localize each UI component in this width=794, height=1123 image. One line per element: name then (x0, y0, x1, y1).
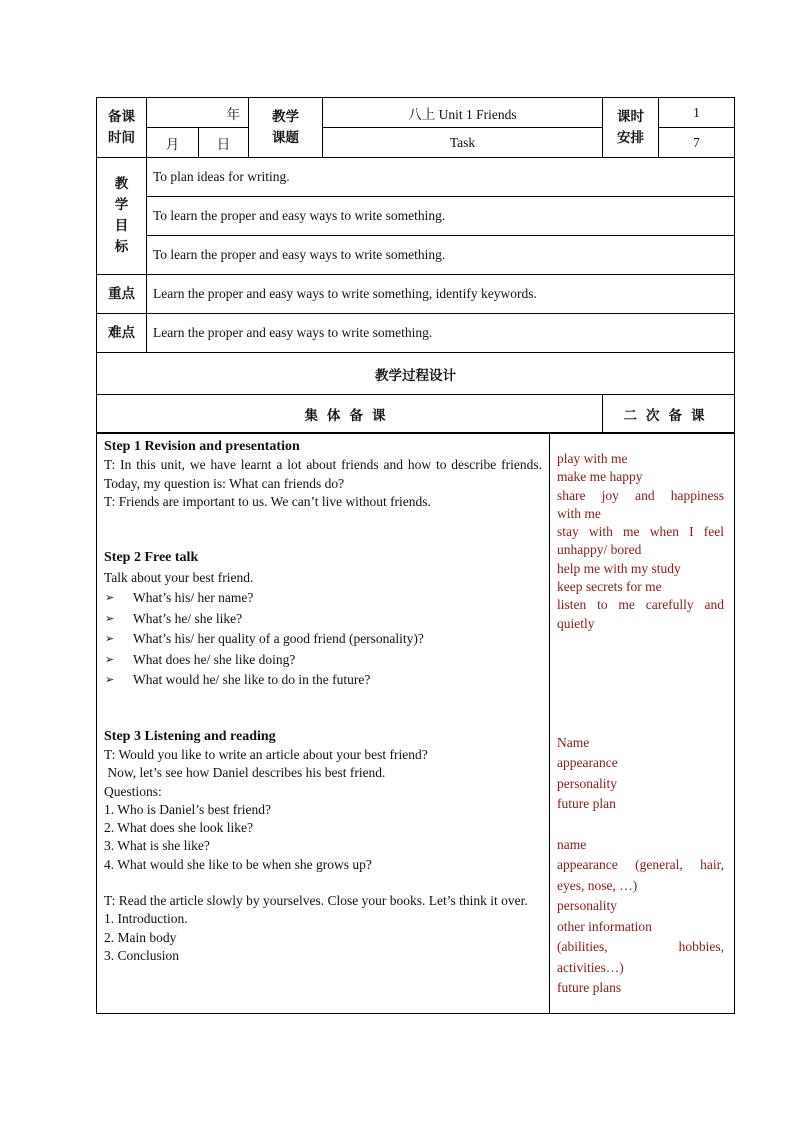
topic-label: 教学 课题 (249, 98, 323, 158)
list-item: ➢ What’s his/ her name? (104, 588, 542, 609)
month-cell: 月 (147, 128, 199, 158)
step3-line: T: Would you like to write an article about your best friend? (104, 746, 428, 762)
list-item: ➢ What’s he/ she like? (104, 609, 542, 630)
step3-line: Questions: (104, 783, 162, 799)
step3-line: Now, let’s see how Daniel describes his best friend. (104, 765, 386, 781)
note-line: name (557, 836, 587, 852)
step3-line: 4. What would she like to be when she grows up? (104, 856, 372, 872)
note-line: stay with me when I feel (557, 524, 724, 540)
note-line: future plans (557, 980, 622, 996)
arrowhead-bullet-icon: ➢ (105, 632, 115, 646)
step2-intro: Talk about your best friend. (104, 570, 254, 586)
step3-line: 1. Who is Daniel’s best friend? (104, 801, 271, 817)
notes-group-details (557, 835, 724, 999)
step3-line: 3. What is she like? (104, 838, 210, 854)
note-line: keep secrets for me (557, 579, 662, 595)
schedule-label: 课时 安排 (603, 98, 659, 158)
note-line: appearance (557, 755, 618, 771)
topic-line-1: 八上 Unit 1 Friends (323, 98, 603, 128)
step3-line: 3. Conclusion (104, 947, 180, 963)
arrowhead-bullet-icon: ➢ (105, 673, 115, 687)
objective-item: To learn the proper and easy ways to write something. (147, 236, 735, 275)
step3-paragraph: T: Read the article slowly by yourselves. Close your books. Let’s think it over. (104, 893, 528, 909)
list-item: ➢ What would he/ she like to do in the future? (104, 670, 542, 691)
step1-paragraph: T: Friends are important to us. We can’t live without friends. (104, 493, 431, 509)
note-line: quietly (557, 615, 595, 631)
second-prep-notes (550, 434, 735, 1014)
year-cell: 年 (147, 98, 249, 128)
difficult-points-text: Learn the proper and easy ways to write something. (147, 314, 735, 353)
note-line: Name (557, 734, 590, 750)
step3-title: Step 3 Listening and reading (104, 728, 276, 744)
note-line: activities…) (557, 959, 624, 975)
note-line: share joy and happiness (557, 487, 724, 503)
second-prep-header: 二次备课 (603, 395, 735, 433)
step3-line: 2. Main body (104, 929, 177, 945)
note-line: other information (557, 918, 652, 934)
list-item: ➢ What’s his/ her quality of a good friend (personality)? (104, 629, 542, 650)
arrowhead-bullet-icon: ➢ (105, 591, 115, 605)
notes-group-outline (557, 733, 724, 815)
note-line: unhappy/ bored (557, 542, 642, 558)
note-line: future plan (557, 796, 616, 812)
lesson-process-table (96, 433, 735, 1014)
arrowhead-bullet-icon: ➢ (105, 652, 115, 666)
prep-time-label: 备课 时间 (97, 98, 147, 158)
objective-item: To learn the proper and easy ways to write something. (147, 197, 735, 236)
note-line: listen to me carefully and (557, 597, 724, 613)
key-points-label: 重点 (97, 275, 147, 314)
note-line: appearance (general, hair, (557, 857, 724, 873)
topic-line-2: Task (323, 128, 603, 158)
group-prep-content (97, 434, 550, 1014)
note-line: help me with my study (557, 560, 681, 576)
step1-paragraph: T: In this unit, we have learnt a lot about friends and how to describe friends. Today, my question is: What can friends do? (104, 457, 542, 491)
note-line: play with me (557, 451, 628, 466)
step3-line: 2. What does she look like? (104, 820, 253, 836)
list-item: ➢ What does he/ she like doing? (104, 650, 542, 671)
day-cell: 日 (199, 128, 249, 158)
step2-bullet-list (104, 588, 542, 691)
group-prep-header: 集体备课 (97, 395, 603, 433)
note-line: make me happy (557, 469, 643, 485)
key-points-text: Learn the proper and easy ways to write something, identify keywords. (147, 275, 735, 314)
note-line: personality (557, 775, 617, 791)
objective-item: To plan ideas for writing. (147, 158, 735, 197)
note-line: with me (557, 505, 601, 521)
process-title: 教学过程设计 (97, 353, 735, 395)
period-value: 1 (659, 98, 735, 128)
notes-group-what-friends-do (557, 450, 724, 633)
period-total: 7 (659, 128, 735, 158)
step1-title: Step 1 Revision and presentation (104, 439, 300, 454)
note-line: eyes, nose, …) (557, 877, 638, 893)
note-line: (abilities, hobbies, (557, 939, 724, 955)
step2-title: Step 2 Free talk (104, 550, 199, 566)
difficult-points-label: 难点 (97, 314, 147, 353)
arrowhead-bullet-icon: ➢ (105, 611, 115, 625)
objectives-label: 教 学 目 标 (97, 158, 147, 275)
lesson-header-table (96, 97, 735, 433)
step3-line: 1. Introduction. (104, 911, 188, 927)
note-line: personality (557, 898, 617, 914)
